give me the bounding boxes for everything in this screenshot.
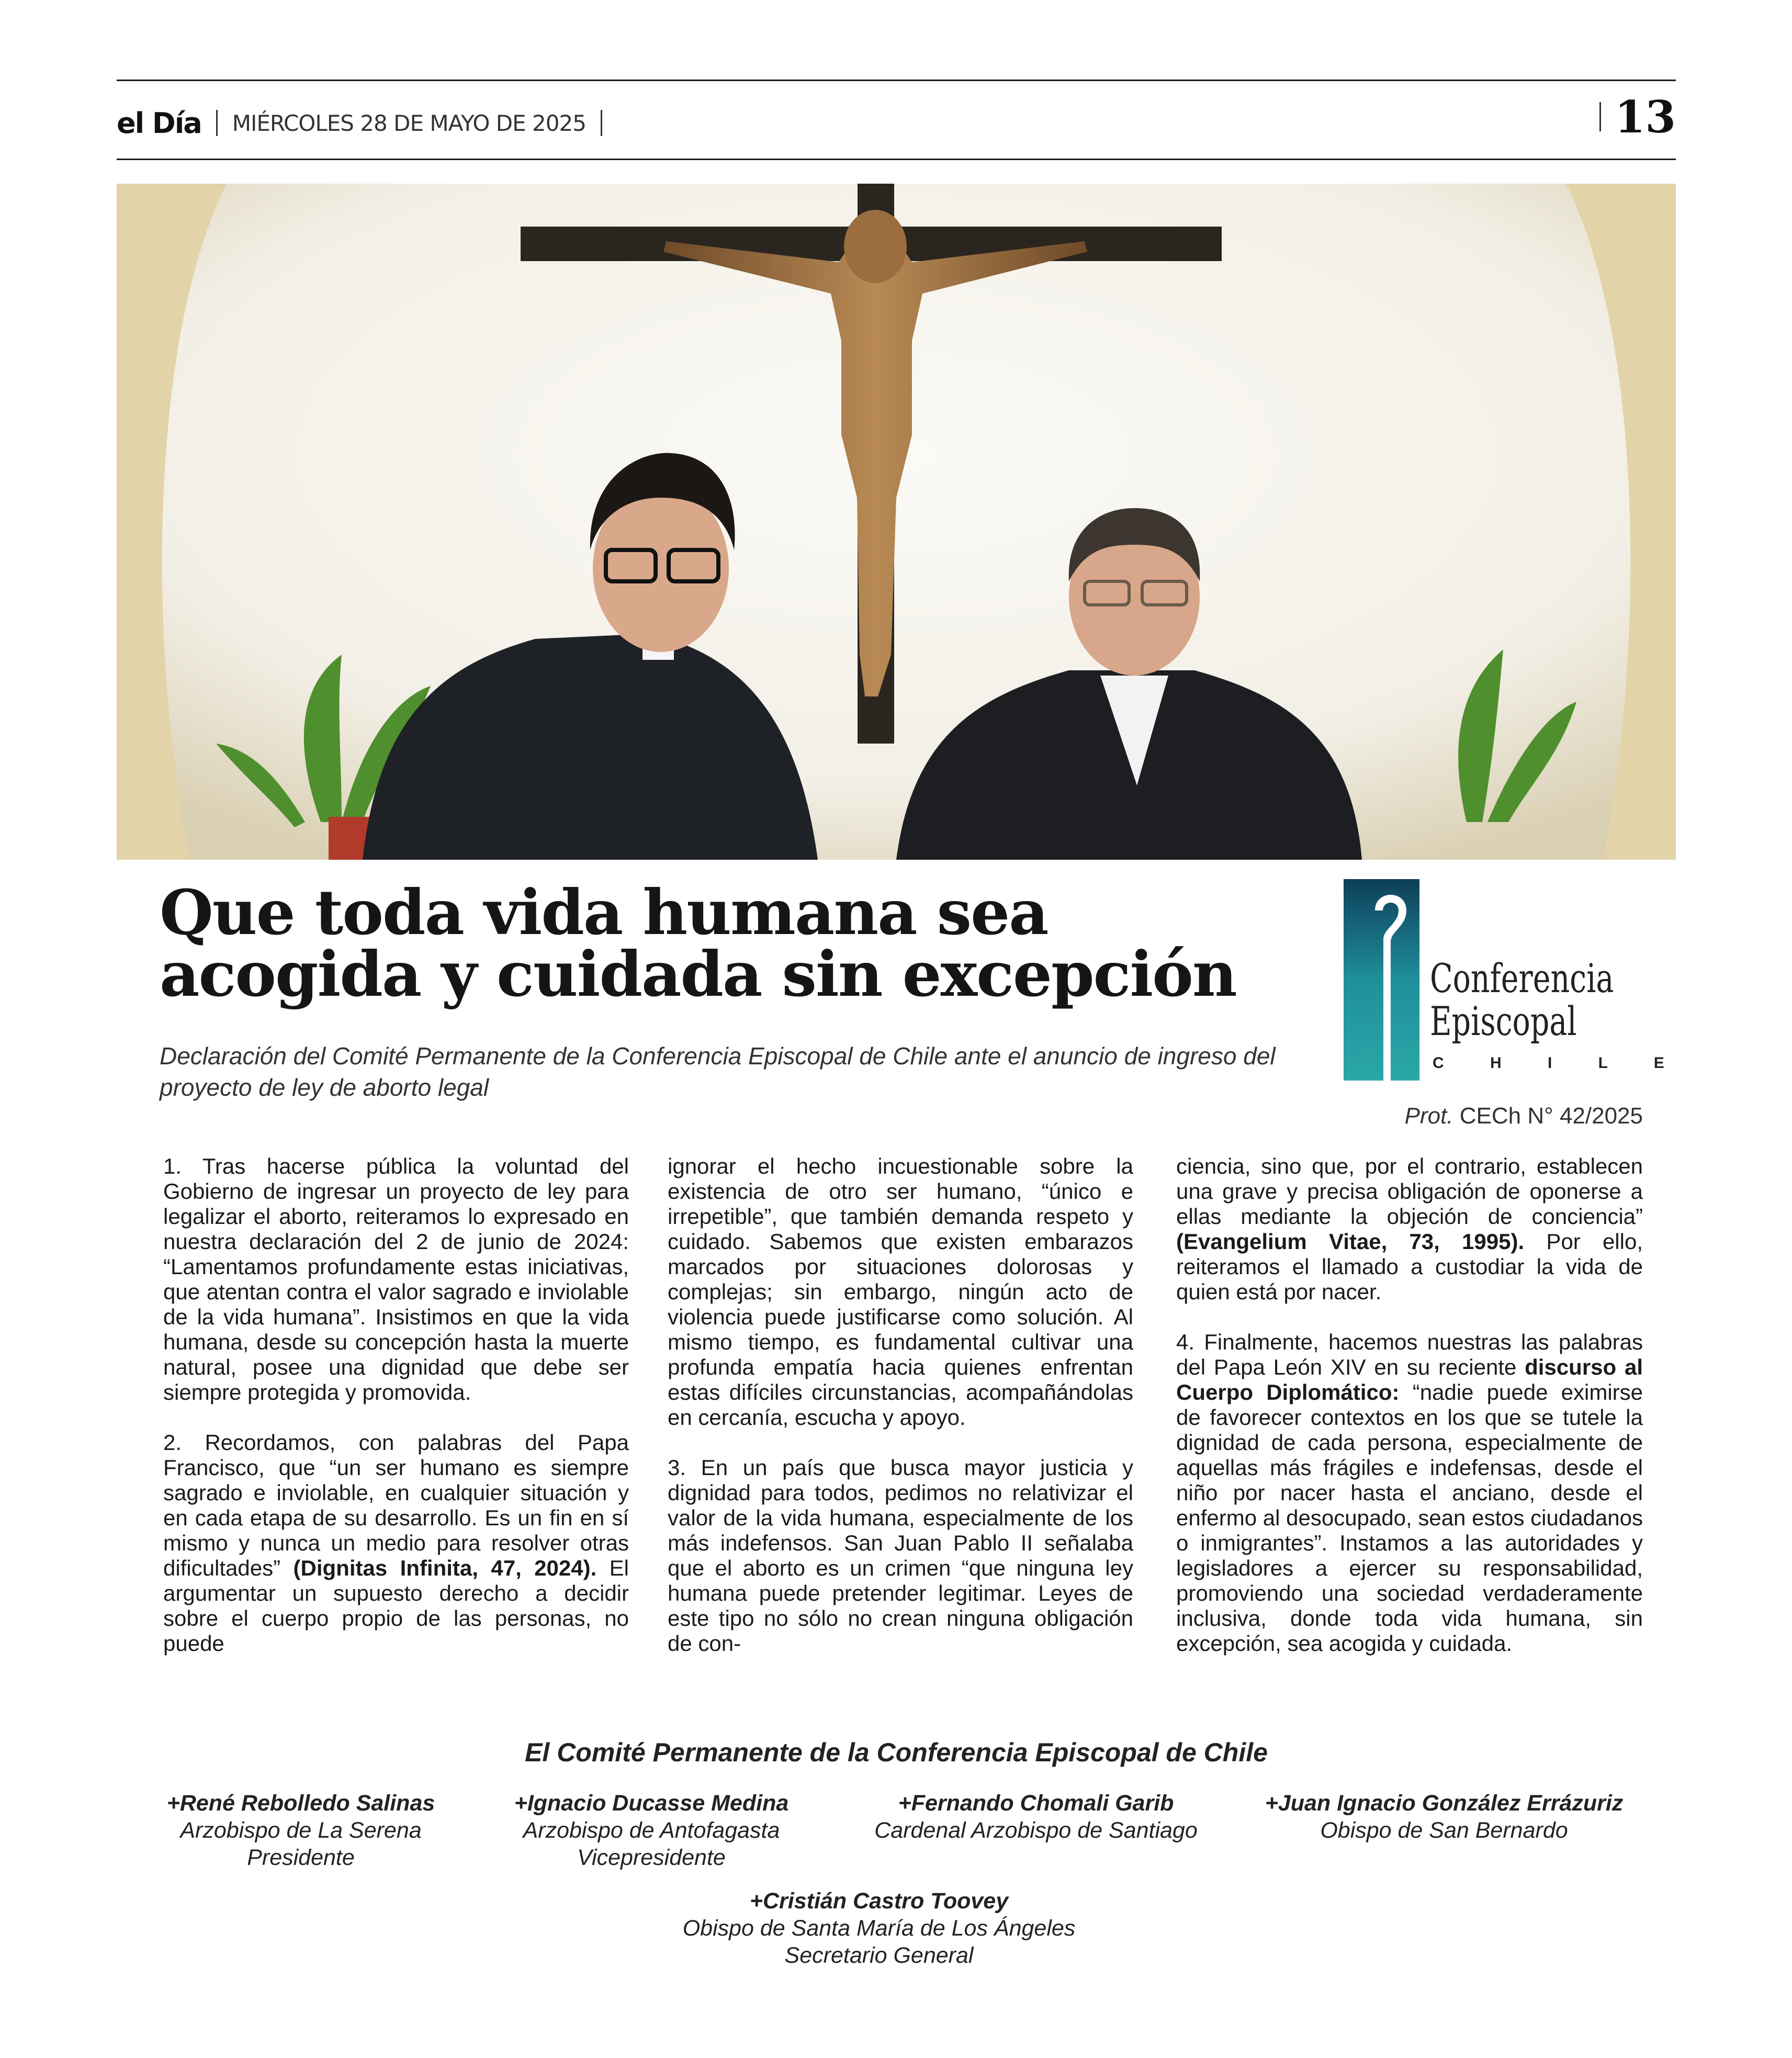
header-bottom-rule [117, 159, 1676, 160]
paragraph-3-continued [1176, 1154, 1643, 1304]
body-column-1 [163, 1154, 629, 1656]
header-divider [601, 110, 602, 136]
article-subtitle: Declaración del Comité Permanente de la Conferencia Episcopal de Chile ante el anuncio de ingreso del proyecto de ley de aborto legal [160, 1042, 1276, 1101]
paragraph-2 [163, 1430, 629, 1656]
issue-date: MIÉRCOLES 28 DE MAYO DE 2025 [232, 110, 586, 136]
signature-block [837, 1790, 1235, 1844]
paragraph-3-text: ciencia, sino que, por el contrario, establecen una grave y precisa obligación de oponerse a ellas mediante la objeción de conciencia” [1176, 1154, 1643, 1229]
paragraph-2-text: 2. Recordamos, con palabras del Papa Francisco, que “un ser humano es siempre sagrado e inviolable, en cualquier situación y en cada etapa de su desarrollo. Es un fin en sí mismo y nunca un medio para resolver otras dificultades” [163, 1430, 629, 1580]
paragraph-4-text: 4. Finalmente, hacemos nuestras las palabras del Papa León XIV en su reciente [1176, 1330, 1643, 1379]
logo-line-episcopal: Episcopal [1430, 998, 1577, 1044]
paragraph-1: 1. Tras hacerse pública la voluntad del Gobierno de ingresar un proyecto de ley para legalizar el aborto, reiteramos lo expresado en nuestra declaración del 2 de junio de 2024: “Lamentamos profundamente estas iniciativas, que atentan contra el valor sagrado e inviolable de la vida humana”. Insistimos en que la vida humana, desde su concepción hasta la muerte natural, posee una dignidad que debe ser siempre protegida y promovida. [163, 1154, 629, 1404]
paragraph-2-text-end: El argumentar un supuesto derecho a decidir sobre el cuerpo propio de las personas, no puede [163, 1556, 629, 1656]
signer-title: Secretario General [784, 1943, 974, 1968]
body-column-3 [1176, 1154, 1643, 1656]
article-title: Que toda vida humana sea acogida y cuidada sin excepción [160, 876, 1236, 1010]
page-number-block [1599, 88, 1676, 145]
signer-role: Cardenal Arzobispo de Santiago [874, 1818, 1198, 1843]
signature-block [617, 1887, 1141, 1969]
citation-dignitas-infinita: (Dignitas Infinita, 47, 2024). [293, 1556, 597, 1580]
logo-line-conferencia: Conferencia [1430, 955, 1614, 1002]
signer-role: Obispo de San Bernardo [1320, 1818, 1568, 1843]
protocol-prefix: Prot. [1404, 1103, 1453, 1129]
body-column-2 [668, 1154, 1133, 1656]
paragraph-4 [1176, 1330, 1643, 1656]
logo-line-chile: C H I L E [1433, 1054, 1685, 1072]
signature-block [1235, 1790, 1653, 1844]
protocol-value: CECh N° 42/2025 [1459, 1103, 1643, 1129]
signer-role: Arzobispo de Antofagasta [523, 1818, 780, 1843]
citation-evangelium-vitae: (Evangelium Vitae, 73, 1995). [1176, 1229, 1525, 1254]
signer-title: Vicepresidente [577, 1845, 726, 1870]
episcopal-conference-logo [1344, 879, 1685, 1088]
page-number-divider [1599, 102, 1601, 131]
page-number: 13 [1615, 91, 1676, 143]
signer-name: +Cristián Castro Toovey [749, 1888, 1009, 1914]
signer-title: Presidente [247, 1845, 355, 1870]
header-top-rule [117, 80, 1676, 81]
signer-role: Obispo de Santa María de Los Ángeles [682, 1916, 1076, 1941]
paragraph-2-continued: ignorar el hecho incuestionable sobre la existencia de otro ser humano, “único e irrepetible”, que también demanda respeto y cuidado. Sabemos que existen embarazos marcados por situaciones dolorosas y complejas; sin embargo, ningún acto de violencia puede justificarse como solución. Al mismo tiempo, es fundamental cultivar una profunda empatía hacia quienes enfrentan estas difíciles circunstancias, acompañándolas en cercanía, escucha y apoyo. [668, 1154, 1133, 1430]
newspaper-brand: el Día [117, 106, 201, 140]
signer-name: +Juan Ignacio González Errázuriz [1265, 1791, 1624, 1816]
paragraph-3-text-end: Por ello, reiteramos el llamado a custodiar la vida de quien está por nacer. [1176, 1229, 1643, 1304]
header-divider [216, 110, 218, 136]
signer-name: +René Rebolledo Salinas [166, 1791, 435, 1816]
paragraph-3: 3. En un país que busca mayor justicia y dignidad para todos, pedimos no relativizar el valor de la vida humana, especialmente de los más indefensos. San Juan Pablo II señalaba que el aborto es un crimen “que ninguna ley humana puede pretender legitimar. Leyes de este tipo no sólo no crean ninguna obligación de con- [668, 1455, 1133, 1656]
signer-role: Arzobispo de La Serena [180, 1818, 422, 1843]
signature-block [474, 1790, 829, 1871]
photo-two-priests-crucifix [117, 184, 1676, 860]
protocol-number [1381, 1103, 1643, 1129]
masthead [117, 102, 617, 144]
signer-name: +Ignacio Ducasse Medina [514, 1791, 789, 1816]
signatures-heading: El Comité Permanente de la Conferencia Episcopal de Chile [525, 1738, 1268, 1767]
reference-diplomatic-speech: discurso al Cuerpo Diplomático: [1176, 1355, 1643, 1404]
article-photo [117, 184, 1676, 860]
signer-name: +Fernando Chomali Garib [898, 1791, 1174, 1816]
paragraph-4-text-end: “nadie puede eximirse de favorecer contextos en los que se tutele la dignidad de cada persona, especialmente de aquellas más frágiles e indefensas, desde el niño por nacer hasta el anciano, desde el enfermo al desocupado, sean estos ciudadanos o inmigrantes”. Instamos a las autoridades y legisladores a ejercer su responsabilidad, promoviendo una sociedad verdaderamente inclusiva, donde toda vida humana, sin excepción, sea acogida y cuidada. [1176, 1380, 1643, 1656]
signature-block [128, 1790, 474, 1871]
